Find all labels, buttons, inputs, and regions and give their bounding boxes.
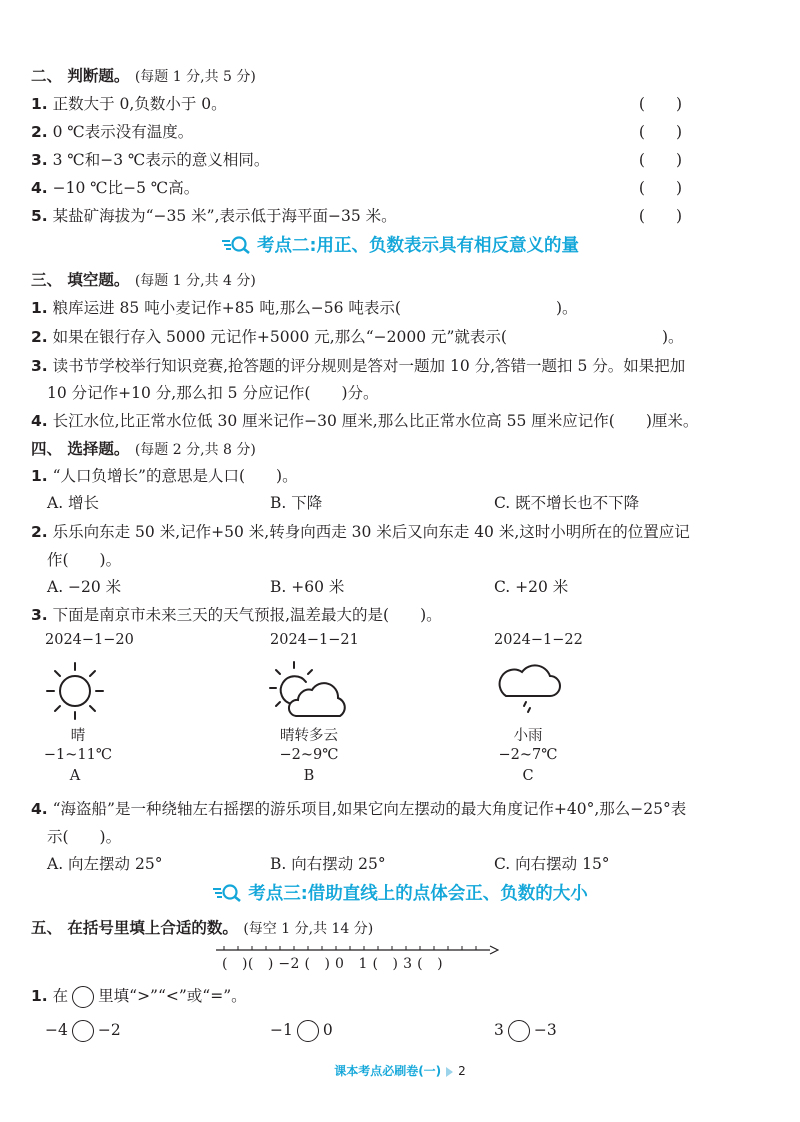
choice-question-4	[31, 797, 686, 819]
sun-icon	[42, 660, 108, 726]
option-label-a[interactable]: A	[69, 768, 81, 784]
number-line-label: 1	[358, 956, 368, 972]
fill-question-4	[31, 409, 698, 431]
forecast-temperature: −2~7℃	[498, 747, 558, 763]
circle-icon	[72, 986, 94, 1008]
question-number: 3.	[31, 151, 48, 169]
question-number: 2.	[31, 328, 48, 346]
section-note: (每题 1 分,共 4 分)	[134, 273, 256, 289]
question-number: 1.	[31, 467, 48, 485]
compare-right: 0	[322, 1021, 333, 1039]
question-number: 4.	[31, 412, 48, 430]
choice-question-3	[31, 603, 442, 625]
compare-pair	[494, 1020, 557, 1042]
fill-question-1	[31, 296, 578, 318]
option-label-c[interactable]: C	[522, 768, 534, 784]
rain-icon	[496, 660, 562, 726]
forecast-date: 2024−1−20	[45, 632, 134, 648]
forecast-weather: 晴转多云	[280, 728, 338, 744]
question-number: 1.	[31, 987, 48, 1005]
option-c[interactable]: C. 既不增长也不下降	[494, 494, 640, 512]
question-number: 1.	[31, 299, 48, 317]
option-b[interactable]: B. 向右摆动 25°	[270, 855, 386, 873]
number-line-label: 3	[403, 956, 413, 972]
section-number: 五、	[31, 919, 63, 937]
section-note: (每题 2 分,共 8 分)	[134, 442, 256, 458]
answer-blank[interactable]: ( )	[638, 151, 682, 169]
answer-blank[interactable]: ( )	[638, 123, 682, 141]
page-number: 2	[458, 1064, 466, 1078]
compare-left: 3	[494, 1021, 504, 1039]
compare-circle[interactable]	[72, 1020, 94, 1042]
section-note: (每空 1 分,共 14 分)	[243, 921, 374, 937]
question-text: 乐乐向东走 50 米,记作+50 米,转身向西走 30 米后又向东走 40 米,这时小明所在的位置应记	[52, 523, 690, 541]
compare-circle[interactable]	[297, 1020, 319, 1042]
tf-question-4	[31, 176, 199, 198]
section-number: 三、	[31, 271, 63, 289]
footer-title: 课本考点必刷卷(一)	[334, 1064, 442, 1078]
forecast-temperature: −1~11℃	[43, 747, 113, 763]
question-text[interactable]: 粮库运进 85 吨小麦记作+85 吨,那么−56 吨表示( )。	[52, 299, 578, 317]
answer-blank[interactable]: ( )	[638, 179, 682, 197]
number-line-label: −2	[278, 956, 300, 972]
question-text: 某盐矿海拔为“−35 米”,表示低于海平面−35 米。	[52, 207, 397, 225]
kaodian-title: 考点二:用正、负数表示具有相反意义的量	[257, 236, 579, 256]
section-3-heading	[31, 268, 256, 290]
number-line-label: 0	[335, 956, 345, 972]
section-number: 四、	[31, 440, 63, 458]
question-number: 5.	[31, 207, 48, 225]
instruction-text: 在	[52, 987, 69, 1005]
section-4-heading	[31, 437, 256, 459]
fill-question-3-continued[interactable]: 10 分记作+10 分,那么扣 5 分应记作( )分。	[47, 384, 379, 402]
section-title: 判断题。	[67, 67, 130, 85]
tf-question-5	[31, 204, 397, 226]
forecast-date: 2024−1−21	[270, 632, 359, 648]
section-title: 在括号里填上合适的数。	[67, 919, 238, 937]
question-text: 正数大于 0,负数小于 0。	[52, 95, 227, 113]
question-number: 1.	[31, 95, 48, 113]
section-5-heading	[31, 916, 373, 938]
number-line-label[interactable]: ( )	[222, 956, 248, 972]
forecast-temperature: −2~9℃	[279, 747, 339, 763]
sun-cloud-icon	[266, 660, 352, 726]
section-2-heading	[31, 64, 256, 86]
question-text[interactable]: 如果在银行存入 5000 元记作+5000 元,那么“−2000 元”就表示( )。	[52, 328, 684, 346]
compare-circle[interactable]	[508, 1020, 530, 1042]
compare-question-1	[31, 984, 247, 1008]
number-line-label[interactable]: ( )	[417, 956, 443, 972]
question-text: “海盗船”是一种绕轴左右摇摆的游乐项目,如果它向左摆动的最大角度记作+40°,那么−25°表	[52, 800, 687, 818]
answer-blank[interactable]: ( )	[638, 207, 682, 225]
question-text: 0 ℃表示没有温度。	[52, 123, 194, 141]
forecast-date: 2024−1−22	[494, 632, 583, 648]
number-line-label[interactable]: ( )	[247, 956, 274, 972]
choice-question-1	[31, 464, 298, 486]
kaodian-3-heading	[0, 880, 800, 907]
magnifier-pencil-icon	[212, 882, 242, 907]
fill-question-3	[31, 354, 685, 376]
question-text: 读书节学校举行知识竞赛,抢答题的评分规则是答对一题加 10 分,答错一题扣 5 分。如果把加	[52, 357, 686, 375]
forecast-weather: 小雨	[513, 728, 543, 744]
choice-question-2-continued: 作( )。	[47, 551, 122, 569]
compare-pair	[270, 1020, 333, 1042]
tf-question-3	[31, 148, 269, 170]
option-a[interactable]: A. 向左摆动 25°	[47, 855, 163, 873]
number-line-label[interactable]: ( )	[372, 956, 399, 972]
compare-left: −1	[270, 1021, 293, 1039]
section-number: 二、	[31, 67, 63, 85]
fill-question-2	[31, 325, 684, 347]
number-line-labels[interactable]	[222, 953, 443, 973]
answer-blank[interactable]: ( )	[638, 95, 682, 113]
section-title: 填空题。	[67, 271, 130, 289]
forecast-weather: 晴	[70, 728, 86, 744]
section-title: 选择题。	[67, 440, 130, 458]
question-number: 4.	[31, 179, 48, 197]
instruction-text: 里填“>”“<”或“=”。	[98, 987, 247, 1005]
question-number: 3.	[31, 357, 48, 375]
question-text: −10 ℃比−5 ℃高。	[52, 179, 200, 197]
question-number: 4.	[31, 800, 48, 818]
question-text: 3 ℃和−3 ℃表示的意义相同。	[52, 151, 270, 169]
option-c[interactable]: C. 向右摆动 15°	[494, 855, 610, 873]
kaodian-2-heading	[0, 232, 800, 259]
compare-right: −2	[97, 1021, 121, 1039]
question-number: 3.	[31, 606, 48, 624]
magnifier-pencil-icon	[221, 234, 251, 259]
compare-pair	[45, 1020, 121, 1042]
tf-question-1	[31, 92, 227, 114]
option-a[interactable]: A. −20 米	[47, 578, 122, 596]
option-b[interactable]: B. 下降	[270, 494, 323, 512]
number-line-label[interactable]: ( )	[304, 956, 331, 972]
section-note: (每题 1 分,共 5 分)	[134, 69, 256, 85]
kaodian-title: 考点三:借助直线上的点体会正、负数的大小	[248, 884, 588, 904]
tf-question-2	[31, 120, 193, 142]
compare-right: −3	[533, 1021, 557, 1039]
question-text: “人口负增长”的意思是人口( )。	[52, 467, 298, 485]
option-b[interactable]: B. +60 米	[270, 578, 345, 596]
choice-question-4-continued: 示( )。	[47, 828, 122, 846]
question-text[interactable]: 长江水位,比正常水位低 30 厘米记作−30 厘米,那么比正常水位高 55 厘米应记作( )厘米。	[52, 412, 699, 430]
page-footer	[0, 1062, 800, 1079]
option-a[interactable]: A. 增长	[47, 494, 100, 512]
question-text: 下面是南京市未来三天的天气预报,温差最大的是( )。	[52, 606, 442, 624]
question-number: 2.	[31, 523, 48, 541]
choice-question-2	[31, 520, 690, 542]
option-label-b[interactable]: B	[303, 768, 315, 784]
question-number: 2.	[31, 123, 48, 141]
compare-left: −4	[45, 1021, 68, 1039]
option-c[interactable]: C. +20 米	[494, 578, 569, 596]
triangle-icon	[446, 1067, 453, 1077]
